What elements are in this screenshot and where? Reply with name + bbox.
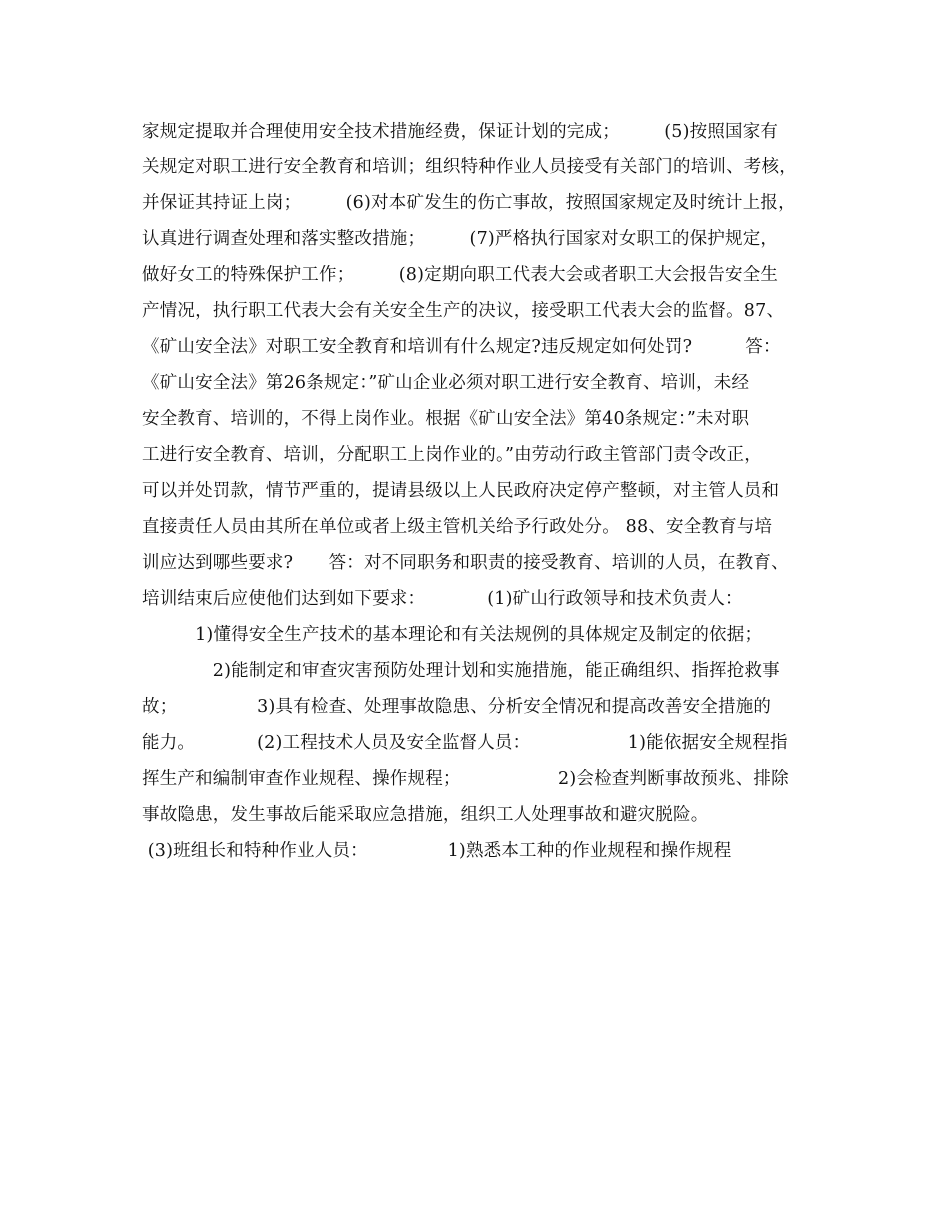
text-line: 《矿山安全法》对职工安全教育和培训有什么规定?违反规定如何处罚? 答： bbox=[142, 337, 781, 357]
text-line: 安全教育、培训的，不得上岗作业。根据《矿山安全法》第40条规定：”未对职 bbox=[142, 409, 750, 429]
text-line: 关规定对职工进行安全教育和培训；组织特种作业人员接受有关部门的培训、考核， bbox=[142, 157, 797, 177]
text-line: 产情况，执行职工代表大会有关安全生产的决议，接受职工代表大会的监督。87、 bbox=[142, 301, 785, 321]
text-line: 能力。 (2)工程技术人员及安全监督人员： 1)能依据安全规程指 bbox=[142, 733, 788, 753]
text-line: 家规定提取并合理使用安全技术措施经费，保证计划的完成； (5)按照国家有 bbox=[142, 122, 779, 142]
text-line: 可以并处罚款，情节严重的，提请县级以上人民政府决定停产整顿，对主管人员和 bbox=[142, 481, 780, 501]
text-line: 训应达到哪些要求? 答：对不同职务和职责的接受教育、培训的人员，在教育、 bbox=[142, 553, 789, 573]
text-line: 2)能制定和审查灾害预防处理计划和实施措施，能正确组织、指挥抢救事 bbox=[142, 661, 780, 681]
text-line: 《矿山安全法》第26条规定：”矿山企业必须对职工进行安全教育、培训，未经 bbox=[142, 373, 750, 393]
text-line: 直接责任人员由其所在单位或者上级主管机关给予行政处分。 88、安全教育与培 bbox=[142, 517, 773, 537]
text-line: 认真进行调查处理和落实整改措施； (7)严格执行国家对女职工的保护规定， bbox=[142, 229, 779, 249]
text-line: 并保证其持证上岗； (6)对本矿发生的伤亡事故，按照国家规定及时统计上报， bbox=[142, 193, 796, 213]
text-line: 培训结束后应使他们达到如下要求： (1)矿山行政领导和技术负责人： bbox=[142, 589, 743, 609]
text-line: (3)班组长和特种作业人员： 1)熟悉本工种的作业规程和操作规程 bbox=[142, 841, 732, 861]
text-line: 故； 3)具有检查、处理事故隐患、分析安全情况和提高改善安全措施的 bbox=[142, 697, 772, 717]
text-line: 做好女工的特殊保护工作； (8)定期向职工代表大会或者职工大会报告安全生 bbox=[142, 265, 779, 285]
text-line: 工进行安全教育、培训，分配职工上岗作业的。”由劳动行政主管部门责令改正， bbox=[142, 445, 762, 465]
text-line: 挥生产和编制审查作业规程、操作规程； 2)会检查判断事故预兆、排除 bbox=[142, 769, 789, 789]
text-line: 事故隐患，发生事故后能采取应急措施，组织工人处理事故和避灾脱险。 bbox=[142, 805, 709, 825]
text-line: 1)懂得安全生产技术的基本理论和有关法规例的具体规定及制定的依据； bbox=[142, 625, 763, 645]
